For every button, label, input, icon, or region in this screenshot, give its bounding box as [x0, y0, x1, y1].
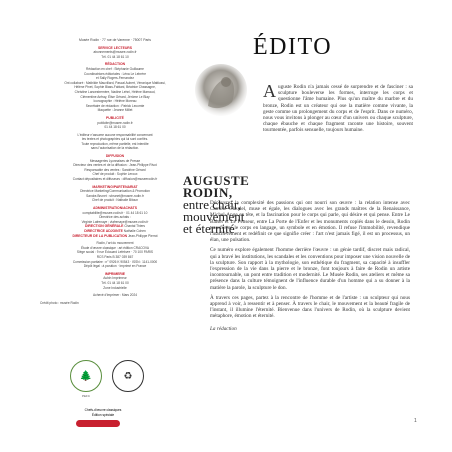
- title-line: entre chair,: [183, 197, 241, 212]
- dir-edit-name: Nathalie Cohen: [123, 228, 146, 233]
- note-line: sans l'autorisation de la rédaction.: [90, 146, 140, 151]
- drop-cap: A: [263, 81, 276, 101]
- bottom-block: [68, 408, 138, 417]
- service-head: SERVICE LECTEURS: [97, 45, 133, 50]
- pub-line: Dépôt légal : à parution · Imprimé en France: [83, 264, 147, 269]
- redaction-line: et Sally Rogers-Fernandez: [96, 76, 134, 81]
- admin-line: Virginie Lafrenaye : vlafrenaye@musee-rodin.fr: [81, 219, 149, 224]
- masthead-address: Musée Rodin · 77 rue de Varenne · 75007 Paris: [79, 38, 151, 42]
- bottom-line: Chefs-d'œuvre classiques: [84, 408, 122, 412]
- service-block: [40, 46, 190, 60]
- pub-line: Siège social : 9 rue Édouard Lefebvre · 70 100 PARIS: [76, 250, 154, 255]
- imprimerie-head: IMPRIMERIE: [104, 271, 126, 276]
- signature: La rédaction: [210, 325, 237, 332]
- recycle-logo: [112, 360, 144, 400]
- paragraph: Ce numéro explore également l'homme derrière l'œuvre : un génie tardif, discret mais radical, qui a bravé les institutions, les scandales et les conventions pour imposer une vision nouvelle de la sculpture. Son rapport à la mythologie, son esthétique du fragment, sa capacité à insuffler l'expression de la vie dans la pierre et le bronze, font toujours à faire de Rodin un artiste incontournable, un pont entre tradition et modernité. Le Musée Rodin, ses ateliers et même sa présence dans la culture témoignent de l'influence durable d'un homme qui a su donner à la matière la parole, la sculpture le don.: [210, 247, 410, 291]
- diffusion-block: [40, 154, 190, 182]
- admin-line: comptabilite@musee-rodin.fr · 01 44 18 61 10: [82, 210, 148, 215]
- masthead-column: [40, 38, 190, 305]
- imprimerie-line: Zone Industrielle: [103, 285, 127, 290]
- credit-block: [40, 301, 190, 306]
- note-line: les textes et photographies qui lui sont confiés.: [81, 137, 149, 142]
- pub-line: RCS Paris B 387 039 867: [96, 254, 134, 259]
- title-line: mouvement: [183, 209, 245, 224]
- redaction-head: RÉDACTION: [104, 62, 126, 67]
- direction-head: DIRECTION GÉNÉRALE: [85, 224, 124, 229]
- admin-line: Directrice des achats :: [99, 215, 131, 220]
- director-line: [40, 234, 190, 239]
- edito-title: ÉDITO: [253, 34, 333, 60]
- title-line: et éternité: [183, 221, 235, 236]
- recycle-icon: ♻: [112, 360, 144, 392]
- publicite-head: PUBLICITÉ: [106, 115, 124, 120]
- diffusion-line: Responsable des ventes : Sandrine Gérard: [84, 167, 146, 172]
- direction-name: Chantal Thiers: [124, 224, 145, 229]
- redaction-line: Maquette : Jeanne Millet: [97, 108, 133, 113]
- note-line: L'éditeur n'assume aucune responsabilité concernant: [77, 132, 153, 137]
- publication-block: [40, 241, 190, 269]
- publicite-line: publicite@musee-rodin.fr: [97, 120, 133, 125]
- paragraph: Découvrez la complexité des passions qui ont nourri son œuvre : la relation intense avec Camille Claudel, muse et égale, les dialogues avec les grands maîtres de la Renaissance, Michel-Ange en tête, et la fascination pour le corps qui parle, qui désire et qui pense. Entre Le Baiser et Le Penseur, entre La Porte de l'Enfer et les monuments copiés dans le dessin, Rodin transforme le corps en langage, un symbole et en émotion. Il refuse l'immobilité, revendique l'inachèvement et redéfinit ce que signifie créer : l'art n'est jamais figé, il est un processus, un élan, une pulsation.: [210, 200, 410, 244]
- imprimerie-block: [40, 272, 190, 290]
- bottom-line: Édition spéciale: [91, 412, 115, 417]
- redaction-line: Christine Lancestremère, Nadine Lehni, Hélène Marraud,: [74, 89, 156, 94]
- publicite-block: [40, 116, 190, 130]
- redaction-line: Secrétaire de rédaction : Patrick Lecomte: [85, 103, 145, 108]
- redaction-line: Clémentine Anfray, Élise Gérard, Jérôme Le Blay: [80, 94, 150, 99]
- paragraph: À travers ces pages, partez à la rencontre de l'homme et de l'artiste : un sculpteur qui nous apprend à voir, à ressentir et à penser. À travers le chair, le mouvement et la beauté fragile de l'instant, il illumine l'éternité. Bienvenue dans l'univers de Rodin, où la sculpture devient métaphore, émotion et éternité.: [210, 294, 410, 320]
- edito-body-bottom: [210, 200, 410, 336]
- title-line: AUGUSTE: [183, 173, 250, 188]
- admin-block: [40, 206, 190, 238]
- redaction-line: Rédaction en chef : Stéphanie Guillaume: [86, 66, 144, 71]
- redaction-line: Ont collaboré : Mathilde Mauvillard, Pascal Aubert, Véronique Mattiussi,: [64, 80, 166, 85]
- marketing-line: Chef de produit : Nathalie Bitoun: [91, 198, 139, 203]
- page-number: 1: [414, 418, 417, 424]
- dir-edit-head: DIRECTRICE ADJOINTE: [84, 228, 123, 233]
- redaction-line: Iconographie : Hélène Moreau: [93, 99, 137, 104]
- director-head: DIRECTEUR DE LA PUBLICATION: [72, 233, 128, 238]
- marketing-line: Sandra Brunet : sbrunet@musee-rodin.fr: [86, 193, 144, 198]
- service-line: Tél. 01 44 18 61 10: [101, 54, 129, 59]
- service-line: abonnements@musee-rodin.fr: [93, 50, 137, 55]
- imprimerie-line: Aubin Imprimeur: [103, 276, 127, 281]
- edito-body-top: [263, 81, 413, 138]
- pub-line: Rodin, l'art du mouvement: [96, 241, 134, 246]
- redaction-line: Coordinatrices éditoriales : Léna Le Lebrère: [83, 71, 147, 76]
- credit-line: Crédit photo : musée Rodin: [40, 300, 79, 305]
- note-block: [40, 133, 190, 151]
- certification-logos: [70, 360, 170, 400]
- pefc-logo: [70, 360, 102, 400]
- paragraph-text: uguste Rodin n'a jamais cessé de surprendre et de fasciner : sa sculpture bouleverse les formes, interroge les corps et questionne l'âme humaine. Plus qu'un maître du marbre et du bronze, Rodin est un créateur qui ose la matière comme vivante, la geste comme un prolongement du corps et de l'esprit. Dans ce numéro, nous vous invitons à plonger au cœur d'un univers ou chaque sculpture, chaque ébauche et chaque fragment raconte une histoire, souvent tourmentée, parfois sensuelle, toujours humaine.: [263, 84, 413, 134]
- pub-line: Commission paritaire : n° 0926 K 90543 · ISSN : 1141-0000: [72, 259, 158, 264]
- admin-head: ADMINISTRATION/ACHATS: [93, 206, 137, 210]
- sculpture-image: [190, 60, 252, 122]
- diffusion-line: Chef de produit : Sophie Leroux: [92, 172, 138, 177]
- imprimerie-line: Tél. 01 44 18 61 00: [101, 280, 129, 285]
- title-line: RODIN,: [183, 185, 233, 200]
- marketing-head: MARKETING/PARTENARIAT: [92, 184, 138, 189]
- publicite-line: 01 44 18 61 00: [104, 125, 126, 130]
- diffusion-head: DIFFUSION: [105, 154, 125, 159]
- brand-badge: [76, 420, 120, 427]
- issue-line: Achevé d'imprimer : Mars 2024: [92, 293, 137, 298]
- marketing-line: Directrice Marketing/Communication & Promotion: [80, 189, 150, 194]
- diffusion-line: Contact dépositaires et diffuseurs : diffusion@museerodin.fr: [72, 177, 158, 182]
- issue-block: [40, 293, 190, 298]
- redaction-block: [40, 62, 190, 113]
- paragraph: [263, 81, 413, 134]
- pefc-label: PEFC: [81, 394, 90, 398]
- pefc-tree-icon: 🌲: [70, 360, 102, 392]
- diffusion-line: Messageries Lyonnaises de Presse: [89, 158, 141, 163]
- director-name: Jean-Philippe Pierrot: [127, 233, 158, 238]
- marketing-block: [40, 185, 190, 203]
- redaction-line: Hélène Pinet, Sophie Biass-Fabiani, Béatrice Chassagne,: [74, 85, 156, 90]
- diffusion-line: Directeur des ventes et de la diffusion : Jean-Philippe Rivot: [73, 163, 157, 168]
- pub-line: Étude d'œuvre classique : art édition CRACOVA: [80, 245, 150, 250]
- note-line: Toute reproduction, même partielle, est interdite: [81, 141, 149, 146]
